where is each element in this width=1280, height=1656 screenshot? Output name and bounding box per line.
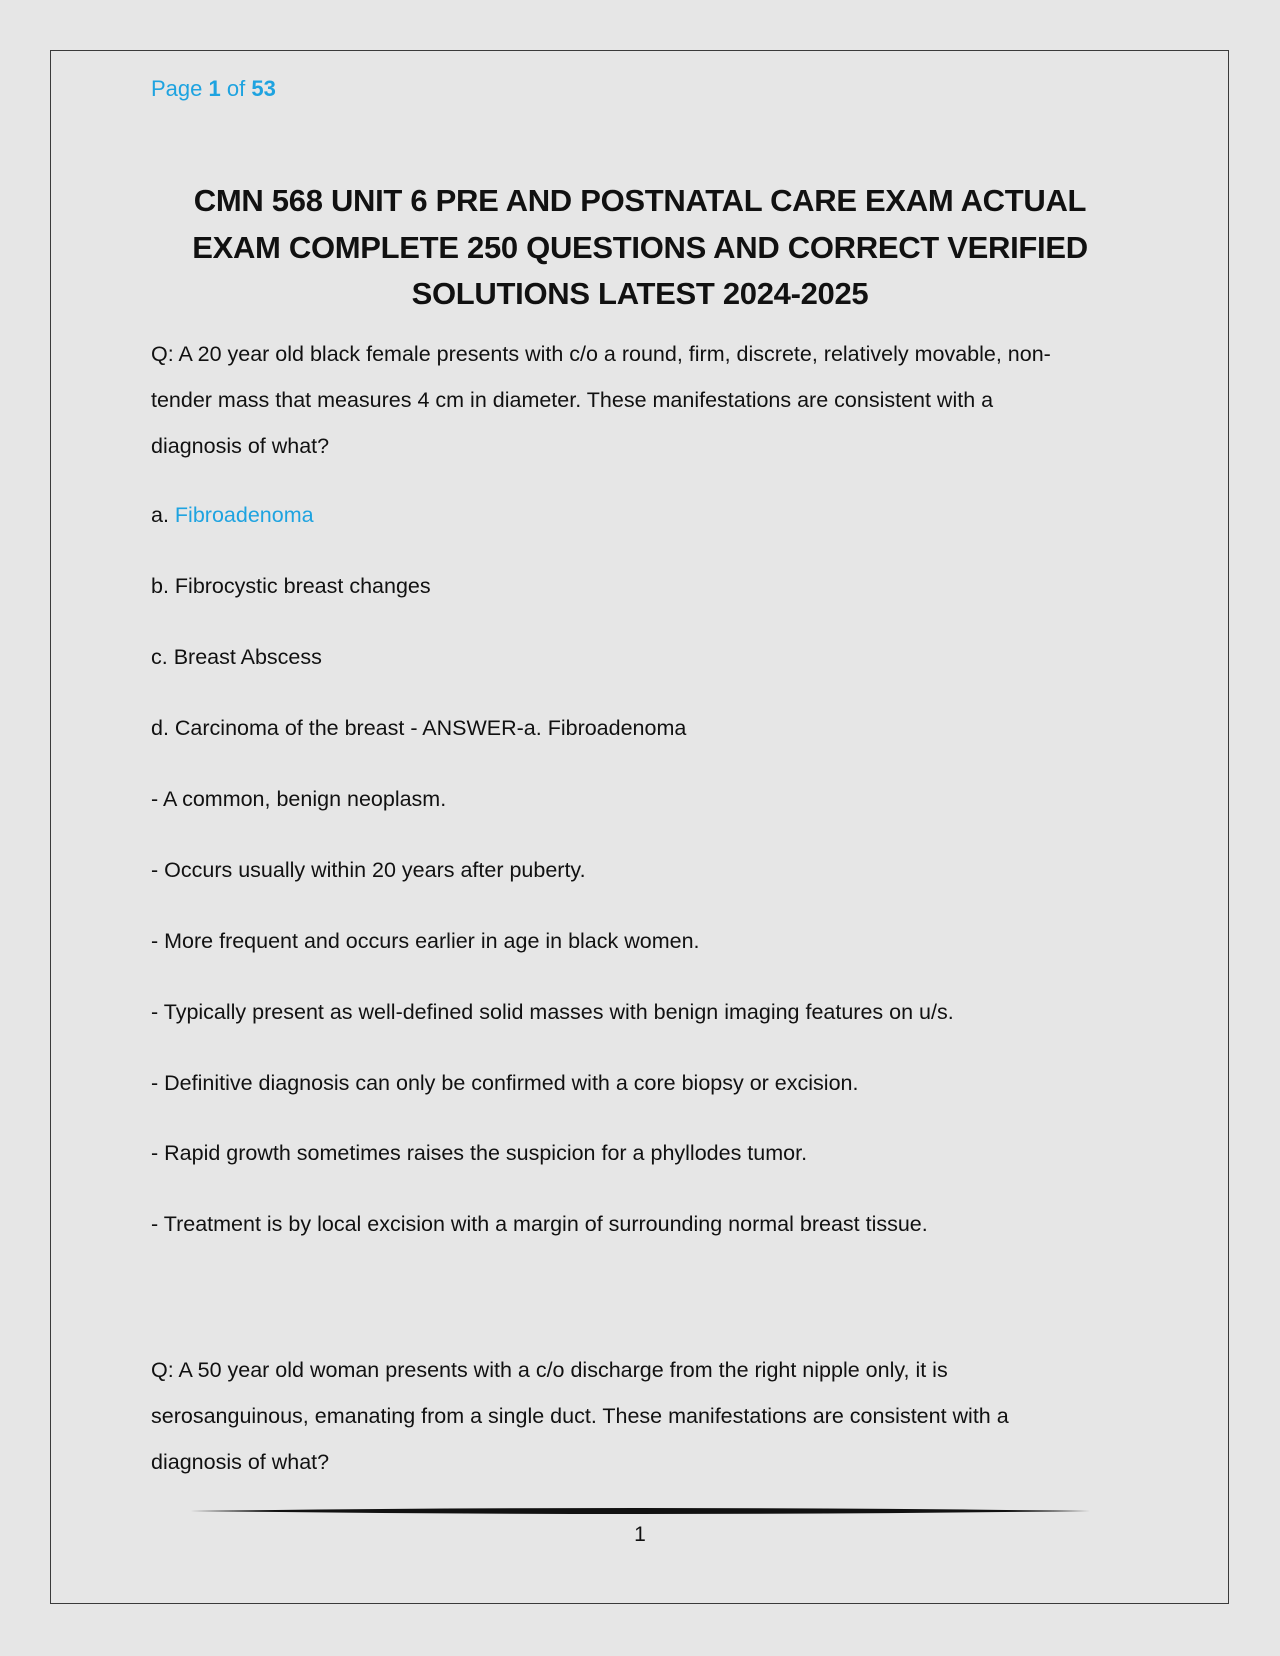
question-1-line-2: tender mass that measures 4 cm in diameter. These manifestations are consistent with a [151, 388, 994, 412]
question-2-line-1: Q: A 50 year old woman presents with a c/o discharge from the right nipple only, it is [151, 1358, 948, 1382]
current-page-number: 1 [208, 76, 221, 101]
title-line-2: EXAM COMPLETE 250 QUESTIONS AND CORRECT VERIFIED [192, 229, 1088, 265]
question-1-line-1: Q: A 20 year old black female presents with c/o a round, firm, discrete, relatively movable, non- [151, 342, 1051, 366]
question-1-line-3: diagnosis of what? [151, 434, 330, 458]
option-d-answer: d. Carcinoma of the breast - ANSWER-a. Fibroadenoma [151, 716, 687, 740]
note-item: - A common, benign neoplasm. [151, 787, 447, 811]
title-line-1: CMN 568 UNIT 6 PRE AND POSTNATAL CARE EXAM ACTUAL [193, 183, 1087, 218]
option-a [151, 503, 314, 528]
question-2-line-2: serosanguinous, emanating from a single duct. These manifestations are consistent with a [151, 1404, 1009, 1428]
question-2-text [151, 1347, 1009, 1485]
note-item: - Rapid growth sometimes raises the suspicion for a phyllodes tumor. [151, 1141, 808, 1165]
note-item: - More frequent and occurs earlier in age in black women. [151, 929, 700, 953]
note-item: - Occurs usually within 20 years after puberty. [151, 858, 586, 882]
total-pages-number: 53 [251, 76, 276, 101]
option-c: c. Breast Abscess [151, 645, 322, 669]
option-a-link[interactable]: Fibroadenoma [174, 503, 314, 527]
note-item: - Typically present as well-defined solid masses with benign imaging features on u/s. [151, 1000, 954, 1024]
page-label: Page [151, 76, 203, 101]
note-item: - Treatment is by local excision with a margin of surrounding normal breast tissue. [151, 1212, 928, 1236]
option-a-prefix: a. [151, 503, 169, 527]
question-2-line-3: diagnosis of what? [151, 1450, 330, 1474]
option-b: b. Fibrocystic breast changes [151, 574, 431, 598]
page-of-label: of [226, 76, 246, 101]
page-indicator [151, 76, 276, 102]
footer-divider [190, 1504, 1090, 1518]
document-title [150, 178, 1130, 318]
note-item: - Definitive diagnosis can only be confirmed with a core biopsy or excision. [151, 1071, 859, 1095]
title-line-3: SOLUTIONS LATEST 2024-2025 [411, 276, 869, 311]
question-1-text [151, 331, 1051, 469]
footer-page-number: 1 [634, 1523, 646, 1546]
